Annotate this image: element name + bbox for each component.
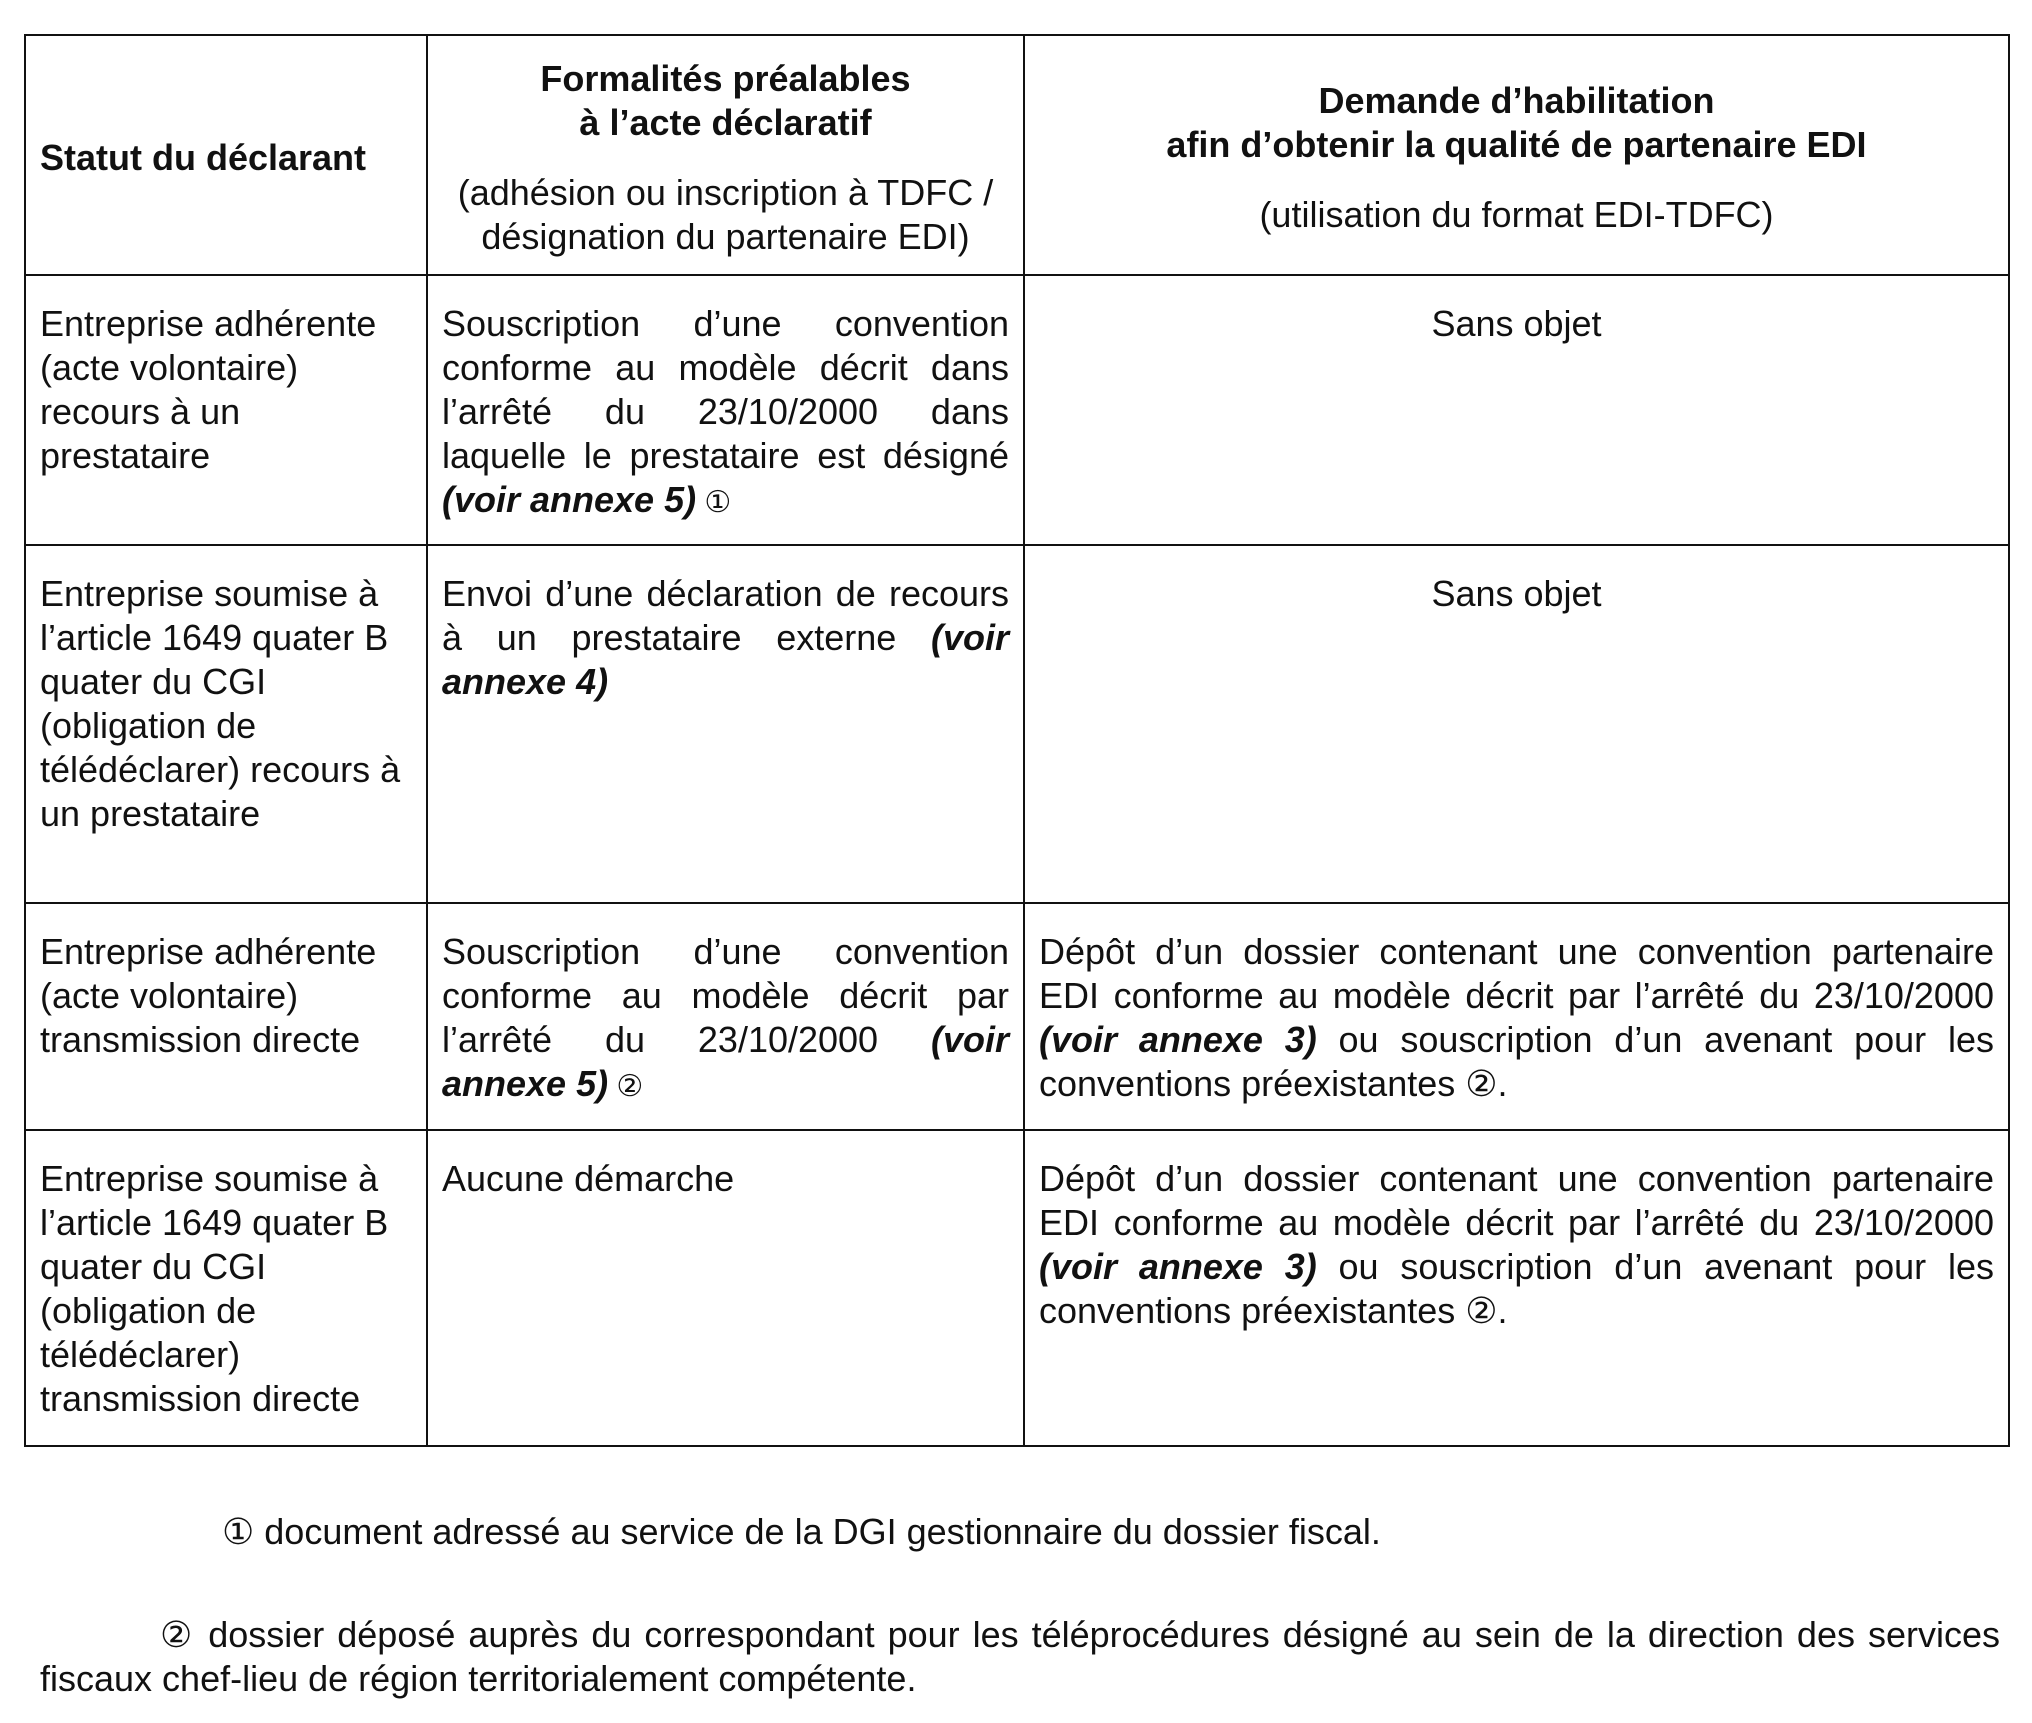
- footnote-marker: ②: [608, 1070, 644, 1103]
- annex-reference: (voir annexe 5): [442, 479, 697, 520]
- header-habilitation-subtitle: (utilisation du format EDI-TDFC): [1259, 194, 1774, 235]
- formalites-text: Souscription d’une convention conforme au modèle décrit par l’arrêté du 23/10/2000: [442, 931, 1009, 1060]
- cell-formalites: [427, 1130, 1024, 1446]
- formalites-text: Envoi d’une déclaration de recours à un prestataire externe: [442, 573, 1009, 658]
- cell-formalites: [427, 545, 1024, 903]
- header-formalites-title-line1: Formalités préalables: [540, 58, 911, 99]
- cell-habilitation: [1024, 1130, 2009, 1446]
- habilitation-text: Dépôt d’un dossier contenant une convention partenaire EDI conforme au modèle décrit par l’arrêté du 23/10/2000: [1039, 1158, 1994, 1243]
- header-habilitation: [1024, 35, 2009, 275]
- table-row: [25, 545, 2009, 903]
- cell-statut: Entreprise adhérente (acte volontaire) recours à un prestataire: [25, 275, 427, 545]
- cell-statut: Entreprise soumise à l’article 1649 quater B quater du CGI (obligation de télédéclarer) recours à un prestataire: [25, 545, 427, 903]
- header-habilitation-title: [1039, 79, 1994, 167]
- annex-reference: (voir annexe 4): [442, 617, 1009, 702]
- header-formalites: [427, 35, 1024, 275]
- footnote-2: ② dossier déposé auprès du correspondant pour les téléprocédures désigné au sein de la direction des services fiscaux chef-lieu de région territorialement compétente.: [40, 1614, 2000, 1699]
- header-formalites-subtitle: (adhésion ou inscription à TDFC / désignation du partenaire EDI): [457, 172, 994, 257]
- formalities-table: [24, 34, 2010, 1447]
- cell-formalites: [427, 903, 1024, 1130]
- table-row: [25, 903, 2009, 1130]
- header-statut: Statut du déclarant: [25, 35, 427, 275]
- header-habilitation-title-line1: Demande d’habilitation: [1318, 80, 1715, 121]
- habilitation-text: Dépôt d’un dossier contenant une convention partenaire EDI conforme au modèle décrit par l’arrêté du 23/10/2000: [1039, 931, 1994, 1016]
- cell-habilitation: [1024, 903, 2009, 1130]
- habilitation-text-end: ou souscription d’un avenant pour les conventions préexistantes ②.: [1039, 1019, 1994, 1104]
- header-formalites-title-line2: à l’acte déclaratif: [579, 102, 872, 143]
- annex-reference: (voir annexe 5): [442, 1019, 1009, 1104]
- cell-statut: Entreprise adhérente (acte volontaire) transmission directe: [25, 903, 427, 1130]
- table-row: [25, 275, 2009, 545]
- formalites-text: Souscription d’une convention conforme au modèle décrit dans l’arrêté du 23/10/2000 dans laquelle le prestataire est désigné: [442, 303, 1009, 476]
- cell-statut: Entreprise soumise à l’article 1649 quater B quater du CGI (obligation de télédéclarer) transmission directe: [25, 1130, 427, 1446]
- header-habilitation-title-line2: afin d’obtenir la qualité de partenaire EDI: [1166, 124, 1867, 165]
- cell-habilitation: Sans objet: [1024, 275, 2009, 545]
- habilitation-text-end: ou souscription d’un avenant pour les conventions préexistantes ②.: [1039, 1246, 1994, 1331]
- cell-formalites: [427, 275, 1024, 545]
- annex-reference: (voir annexe 3): [1039, 1019, 1317, 1060]
- table-header-row: [25, 35, 2009, 275]
- cell-habilitation: Sans objet: [1024, 545, 2009, 903]
- header-formalites-title: [442, 57, 1009, 145]
- footnote-marker: ①: [696, 486, 732, 519]
- table-row: [25, 1130, 2009, 1446]
- annex-reference: (voir annexe 3): [1039, 1246, 1317, 1287]
- footnote-1: ① document adressé au service de la DGI gestionnaire du dossier fiscal.: [222, 1511, 1381, 1552]
- formalites-text: Aucune démarche: [442, 1158, 735, 1199]
